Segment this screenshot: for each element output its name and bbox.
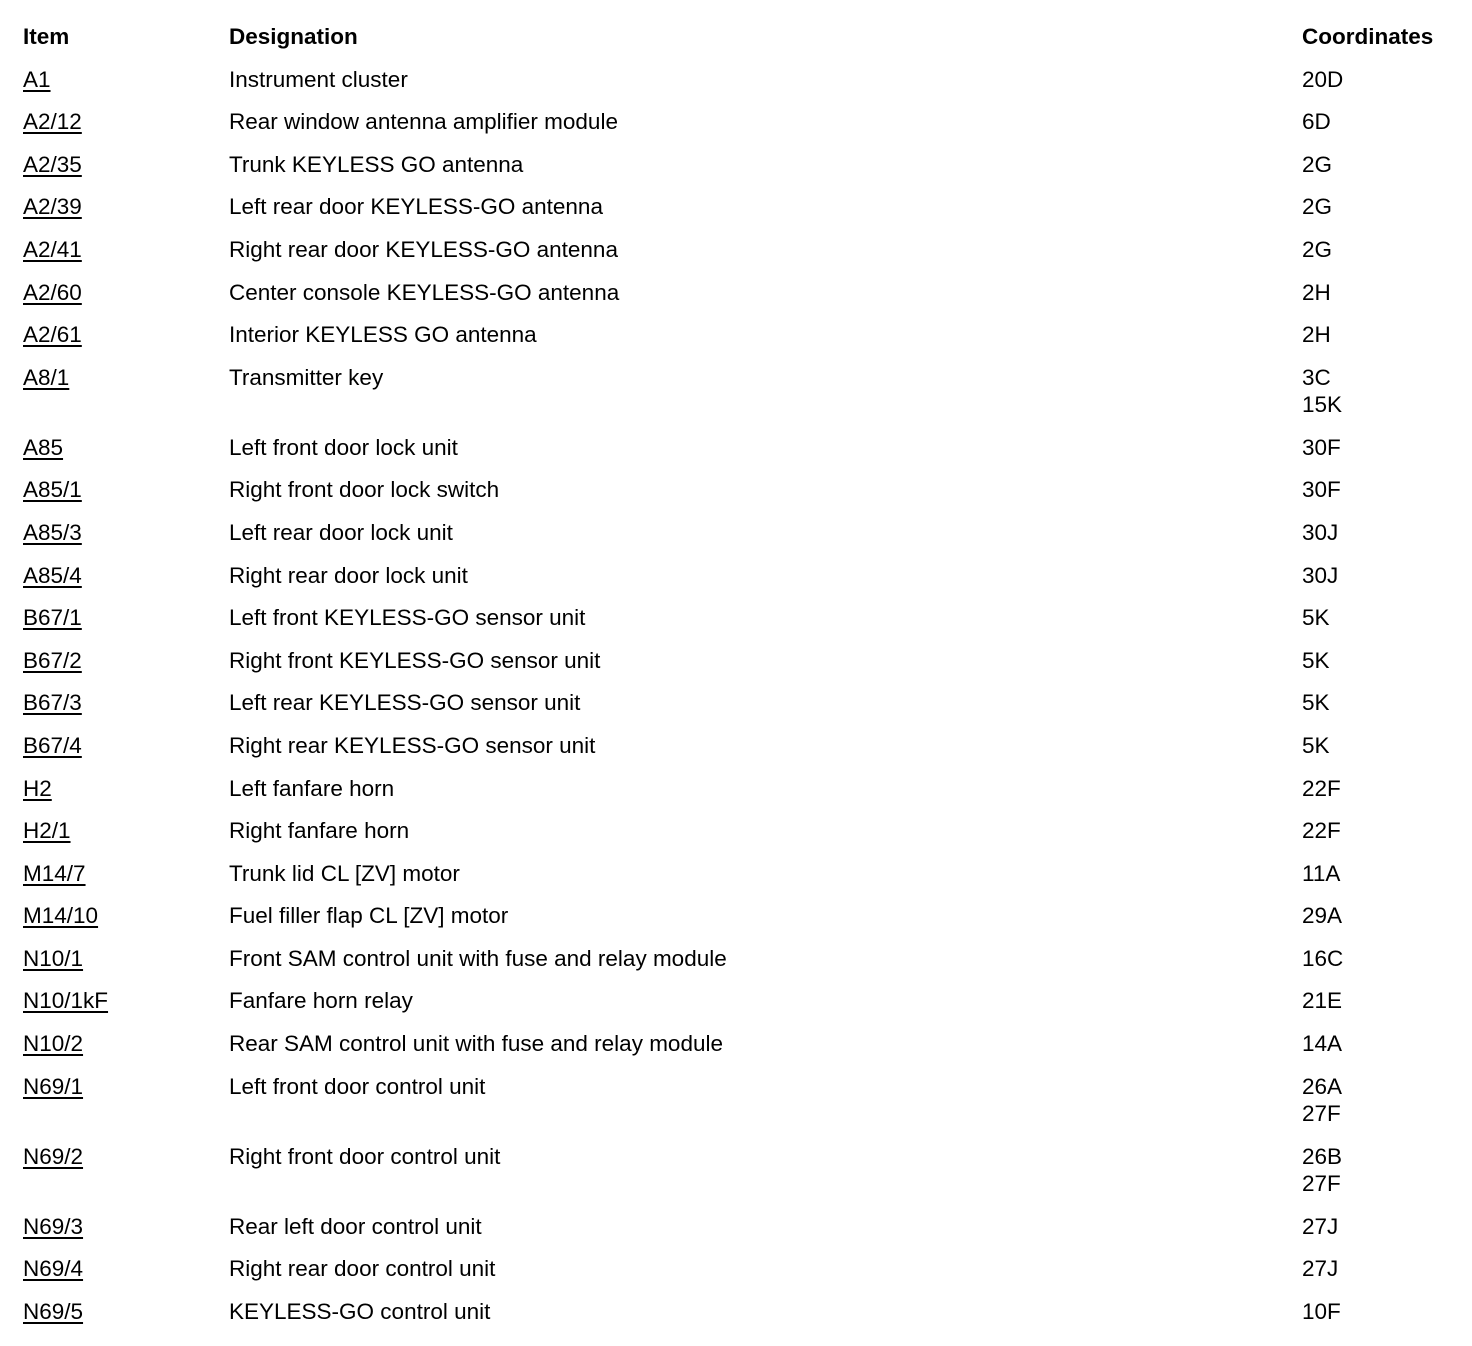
coordinate-value: 30J (1302, 519, 1339, 545)
table-row (23, 732, 1463, 775)
item-link[interactable]: A85/3 (23, 519, 82, 545)
component-table (23, 23, 1463, 1340)
coordinates-cell (1302, 562, 1463, 589)
coordinates-cell (1302, 1213, 1463, 1240)
coordinates-cell (1302, 604, 1463, 631)
table-row (23, 1298, 1463, 1341)
coordinates-cell (1302, 945, 1463, 972)
coordinates-cell (1302, 279, 1463, 306)
item-link[interactable]: M14/7 (23, 860, 86, 886)
table-row (23, 902, 1463, 945)
table-row (23, 562, 1463, 605)
table-row (23, 817, 1463, 860)
item-link[interactable]: N69/2 (23, 1143, 84, 1169)
item-cell (23, 434, 229, 461)
coordinates-cell (1302, 689, 1463, 716)
table-row (23, 1143, 1463, 1213)
item-link[interactable]: N10/2 (23, 1031, 84, 1057)
header-item: Item (23, 24, 70, 49)
designation-cell: Trunk lid CL [ZV] motor (229, 860, 460, 886)
table-body (23, 66, 1463, 1341)
table-row (23, 476, 1463, 519)
coordinates-cell (1302, 817, 1463, 844)
item-cell (23, 193, 229, 220)
table-row (23, 1030, 1463, 1073)
item-link[interactable]: A2/61 (23, 322, 82, 348)
designation-cell: Left rear KEYLESS-GO sensor unit (229, 690, 581, 716)
coordinate-value: 21E (1302, 988, 1343, 1014)
item-cell (23, 279, 229, 306)
table-row (23, 860, 1463, 903)
coordinates-cell (1302, 1255, 1463, 1282)
table-row (23, 434, 1463, 477)
designation-cell: Right rear door control unit (229, 1256, 496, 1282)
item-cell (23, 321, 229, 348)
coordinate-value: 5K (1302, 690, 1330, 716)
table-row (23, 519, 1463, 562)
coordinate-value: 30J (1302, 562, 1339, 588)
coordinates-cell (1302, 1298, 1463, 1325)
table-row (23, 364, 1463, 434)
table-row (23, 279, 1463, 322)
item-link[interactable]: A2/41 (23, 236, 82, 262)
item-cell (23, 66, 229, 93)
designation-cell: Left front door control unit (229, 1073, 486, 1099)
designation-cell: Right front door lock switch (229, 477, 500, 503)
item-cell (23, 860, 229, 887)
item-cell (23, 1213, 229, 1240)
designation-cell: Rear SAM control unit with fuse and relay module (229, 1031, 723, 1057)
coordinate-value: 20D (1302, 66, 1344, 92)
item-link[interactable]: N69/1 (23, 1073, 84, 1099)
coordinates-cell (1302, 236, 1463, 263)
coordinate-value: 22F (1302, 818, 1341, 844)
designation-cell: Left fanfare horn (229, 775, 395, 801)
table-row (23, 689, 1463, 732)
designation-cell: Right rear door KEYLESS-GO antenna (229, 236, 618, 262)
coordinate-value: 2H (1302, 322, 1331, 348)
coordinate-value: 16C (1302, 945, 1344, 971)
item-link[interactable]: N69/5 (23, 1298, 84, 1324)
coordinate-value: 27J (1302, 1213, 1339, 1239)
coordinate-value: 2H (1302, 279, 1331, 305)
item-cell (23, 647, 229, 674)
item-cell (23, 151, 229, 178)
coordinates-cell (1302, 987, 1463, 1014)
table-row (23, 775, 1463, 818)
designation-cell: Right front KEYLESS-GO sensor unit (229, 647, 601, 673)
item-cell (23, 562, 229, 589)
coordinates-cell (1302, 775, 1463, 802)
item-link[interactable]: N10/1 (23, 945, 84, 971)
item-cell (23, 689, 229, 716)
table-row (23, 1073, 1463, 1143)
designation-cell: Right fanfare horn (229, 818, 410, 844)
coordinate-value: 22F (1302, 775, 1341, 801)
designation-cell: Fuel filler flap CL [ZV] motor (229, 903, 509, 929)
item-cell (23, 236, 229, 263)
item-link[interactable]: A2/39 (23, 194, 82, 220)
coordinate-value: 27F (1302, 1101, 1341, 1127)
coordinates-cell (1302, 434, 1463, 461)
coordinate-value: 11A (1302, 860, 1341, 886)
coordinates-cell (1302, 902, 1463, 929)
designation-cell: Rear left door control unit (229, 1213, 482, 1239)
coordinates-cell (1302, 108, 1463, 135)
item-link[interactable]: A2/35 (23, 151, 82, 177)
item-link[interactable]: N69/3 (23, 1213, 84, 1239)
header-designation: Designation (229, 24, 358, 49)
designation-cell: Fanfare horn relay (229, 988, 413, 1014)
item-link[interactable]: B67/3 (23, 690, 82, 716)
item-cell (23, 1073, 229, 1128)
item-link[interactable]: B67/1 (23, 605, 82, 631)
coordinate-value: 2G (1302, 194, 1333, 220)
item-cell (23, 945, 229, 972)
coordinate-value: 27J (1302, 1256, 1339, 1282)
designation-cell: Center console KEYLESS-GO antenna (229, 279, 620, 305)
item-link[interactable]: A2/12 (23, 109, 82, 135)
item-cell (23, 1255, 229, 1282)
designation-cell: Right rear door lock unit (229, 562, 468, 588)
item-cell (23, 1298, 229, 1325)
table-row (23, 151, 1463, 194)
coordinate-value: 10F (1302, 1298, 1341, 1324)
table-row (23, 236, 1463, 279)
table-row (23, 647, 1463, 690)
designation-cell: Transmitter key (229, 364, 384, 390)
coordinate-value: 6D (1302, 109, 1331, 135)
coordinates-cell (1302, 193, 1463, 220)
coordinate-value: 29A (1302, 903, 1343, 929)
table-row (23, 945, 1463, 988)
table-row (23, 1255, 1463, 1298)
coordinates-cell (1302, 860, 1463, 887)
header-coordinates: Coordinates (1302, 24, 1434, 49)
item-link[interactable]: A85/4 (23, 562, 82, 588)
item-link[interactable]: A85 (23, 434, 64, 460)
coordinates-cell (1302, 151, 1463, 178)
coordinates-cell (1302, 66, 1463, 93)
coordinate-value: 5K (1302, 647, 1330, 673)
item-link[interactable]: A1 (23, 66, 51, 92)
item-cell (23, 604, 229, 631)
table-row (23, 66, 1463, 109)
item-cell (23, 902, 229, 929)
coordinates-cell (1302, 1073, 1463, 1128)
item-cell (23, 108, 229, 135)
item-link[interactable]: N69/4 (23, 1256, 84, 1282)
item-cell (23, 364, 229, 419)
designation-cell: Interior KEYLESS GO antenna (229, 322, 537, 348)
coordinates-cell (1302, 476, 1463, 503)
coordinate-value: 2G (1302, 151, 1333, 177)
table-row (23, 604, 1463, 647)
item-cell (23, 732, 229, 759)
coordinates-cell (1302, 364, 1463, 419)
coordinates-cell (1302, 647, 1463, 674)
coordinate-value: 3C (1302, 364, 1331, 390)
coordinate-value: 27F (1302, 1171, 1341, 1197)
table-row (23, 193, 1463, 236)
coordinates-cell (1302, 321, 1463, 348)
coordinate-value: 5K (1302, 605, 1330, 631)
coordinates-cell (1302, 1030, 1463, 1057)
coordinate-value: 26B (1302, 1143, 1343, 1169)
designation-cell: Trunk KEYLESS GO antenna (229, 151, 524, 177)
item-cell (23, 1030, 229, 1057)
coordinate-value: 5K (1302, 732, 1330, 758)
table-row (23, 1213, 1463, 1256)
table-row (23, 321, 1463, 364)
coordinate-value: 2G (1302, 236, 1333, 262)
designation-cell: Instrument cluster (229, 66, 408, 92)
table-header (23, 23, 1463, 66)
coordinates-cell (1302, 519, 1463, 546)
designation-cell: Left front door lock unit (229, 434, 458, 460)
item-cell (23, 519, 229, 546)
coordinate-value: 14A (1302, 1031, 1343, 1057)
coordinates-cell (1302, 732, 1463, 759)
item-link[interactable]: H2 (23, 775, 52, 801)
coordinate-value: 15K (1302, 392, 1343, 418)
designation-cell: Right rear KEYLESS-GO sensor unit (229, 732, 596, 758)
item-link[interactable]: A85/1 (23, 477, 82, 503)
coordinate-value: 26A (1302, 1073, 1343, 1099)
table-row (23, 987, 1463, 1030)
item-cell (23, 817, 229, 844)
item-link[interactable]: M14/10 (23, 903, 99, 929)
designation-cell: Left rear door lock unit (229, 519, 453, 545)
designation-cell: KEYLESS-GO control unit (229, 1298, 491, 1324)
designation-cell: Right front door control unit (229, 1143, 501, 1169)
item-link[interactable]: A8/1 (23, 364, 70, 390)
table-row (23, 108, 1463, 151)
item-link[interactable]: N10/1kF (23, 988, 109, 1014)
coordinate-value: 30F (1302, 434, 1341, 460)
item-cell (23, 476, 229, 503)
designation-cell: Left rear door KEYLESS-GO antenna (229, 194, 603, 220)
designation-cell: Left front KEYLESS-GO sensor unit (229, 605, 586, 631)
item-link[interactable]: B67/4 (23, 732, 82, 758)
item-link[interactable]: H2/1 (23, 818, 71, 844)
item-cell (23, 987, 229, 1014)
item-link[interactable]: A2/60 (23, 279, 82, 305)
coordinates-cell (1302, 1143, 1463, 1198)
item-cell (23, 1143, 229, 1198)
designation-cell: Rear window antenna amplifier module (229, 109, 618, 135)
item-cell (23, 775, 229, 802)
coordinate-value: 30F (1302, 477, 1341, 503)
item-link[interactable]: B67/2 (23, 647, 82, 673)
designation-cell: Front SAM control unit with fuse and relay module (229, 945, 727, 971)
